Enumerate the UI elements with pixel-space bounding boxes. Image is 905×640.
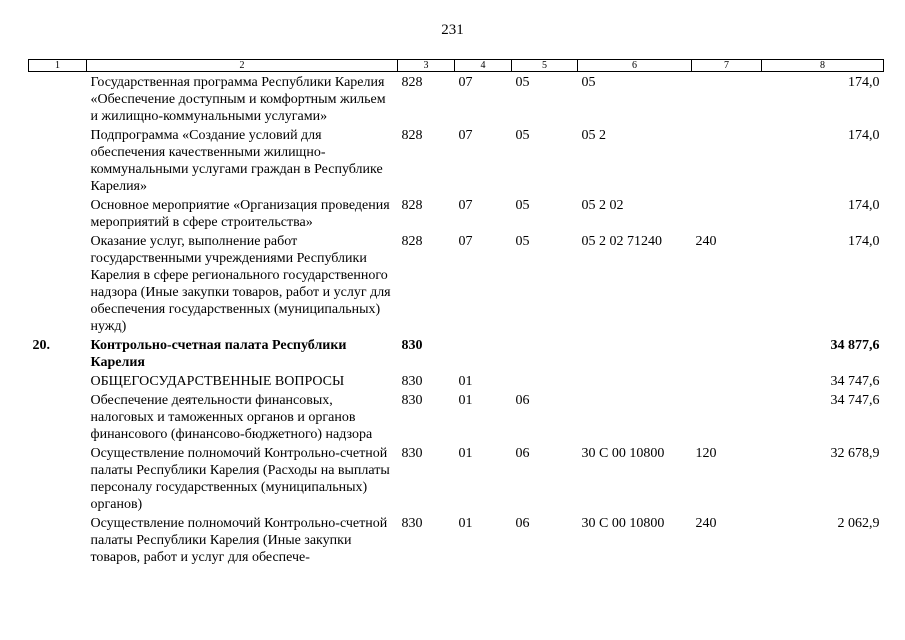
- table-row: [29, 125, 884, 195]
- row-name: Основное мероприятие «Организация проведения мероприятий в сфере строительства»: [90, 198, 390, 230]
- row-number: 20.: [32, 338, 50, 353]
- column-header-3: 3: [398, 60, 455, 72]
- row-expense-type: 120: [695, 446, 717, 461]
- row-subsection: 05: [515, 234, 530, 249]
- row-section: [455, 335, 512, 371]
- table-row: [29, 390, 884, 443]
- row-amount: 34 877,6: [830, 338, 880, 353]
- table-row: [29, 72, 884, 126]
- row-number: [29, 125, 87, 195]
- row-section: 01: [458, 516, 473, 531]
- row-target-article: [578, 335, 692, 371]
- row-amount: 174,0: [848, 198, 880, 213]
- table-row: [29, 335, 884, 371]
- row-amount: 2 062,9: [837, 516, 880, 531]
- table-row: [29, 231, 884, 335]
- row-name: Подпрограмма «Создание условий для обеспечения качественными жилищно-коммунальными услугами граждан в Республике Карелия»: [90, 128, 383, 194]
- row-ministry-code: 828: [401, 198, 423, 213]
- row-target-article: [578, 390, 692, 443]
- row-subsection: 05: [515, 198, 530, 213]
- budget-table: [28, 59, 884, 566]
- row-ministry-code: 830: [401, 446, 423, 461]
- row-number: [29, 513, 87, 566]
- row-number: [29, 371, 87, 390]
- row-subsection: [512, 371, 578, 390]
- row-section: 07: [458, 75, 473, 90]
- row-name: Государственная программа Республики Карелия «Обеспечение доступным и комфортным жильем и жилищно-коммунальными услугами»: [90, 75, 386, 124]
- row-subsection: 06: [515, 393, 530, 408]
- row-target-article: 05 2 02: [581, 198, 624, 213]
- row-amount: 174,0: [848, 128, 880, 143]
- column-header-4: 4: [455, 60, 512, 72]
- row-amount: 32 678,9: [830, 446, 880, 461]
- row-name: ОБЩЕГОСУДАРСТВЕННЫЕ ВОПРОСЫ: [90, 374, 345, 389]
- row-expense-type: [692, 72, 762, 126]
- row-subsection: 06: [515, 446, 530, 461]
- row-name: Осуществление полномочий Контрольно-счетной палаты Республики Карелия (Иные закупки товаров, работ и услуг для обеспече-: [90, 516, 388, 565]
- column-header-8: 8: [762, 60, 884, 72]
- row-section: 07: [458, 234, 473, 249]
- row-section: 01: [458, 374, 473, 389]
- column-header-1: 1: [29, 60, 87, 72]
- row-amount: 174,0: [848, 234, 880, 249]
- row-number: [29, 231, 87, 335]
- row-ministry-code: 830: [401, 393, 423, 408]
- row-number: [29, 443, 87, 513]
- row-ministry-code: 828: [401, 75, 423, 90]
- table-row: [29, 371, 884, 390]
- table-row: [29, 513, 884, 566]
- row-section: 01: [458, 393, 473, 408]
- row-target-article: 05 2 02 71240: [581, 234, 662, 249]
- row-name: Контрольно-счетная палата Республики Карелия: [90, 338, 347, 370]
- row-target-article: 30 С 00 10800: [581, 446, 665, 461]
- row-expense-type: 240: [695, 516, 717, 531]
- column-header-6: 6: [578, 60, 692, 72]
- row-amount: 34 747,6: [830, 374, 880, 389]
- row-subsection: 05: [515, 128, 530, 143]
- column-header-2: 2: [87, 60, 398, 72]
- page-number: 231: [441, 22, 464, 38]
- row-name: Оказание услуг, выполнение работ государственными учреждениями Республики Карелия в сфере регионального государственного надзора (Иные закупки товаров, работ и услуг для обеспечения государственных (муниципальных) нужд): [90, 234, 391, 334]
- row-expense-type: [692, 125, 762, 195]
- row-target-article: 05 2: [581, 128, 606, 143]
- column-number-row: [29, 60, 884, 72]
- row-ministry-code: 828: [401, 234, 423, 249]
- row-target-article: 05: [581, 75, 596, 90]
- row-ministry-code: 830: [401, 374, 423, 389]
- row-expense-type: [692, 371, 762, 390]
- row-expense-type: [692, 195, 762, 231]
- row-subsection: 05: [515, 75, 530, 90]
- column-header-7: 7: [692, 60, 762, 72]
- row-ministry-code: 830: [401, 338, 423, 353]
- table-row: [29, 195, 884, 231]
- table-row: [29, 443, 884, 513]
- row-subsection: [512, 335, 578, 371]
- row-ministry-code: 830: [401, 516, 423, 531]
- row-subsection: 06: [515, 516, 530, 531]
- row-expense-type: [692, 390, 762, 443]
- row-amount: 174,0: [848, 75, 880, 90]
- row-number: [29, 72, 87, 126]
- row-expense-type: 240: [695, 234, 717, 249]
- row-number: [29, 195, 87, 231]
- row-section: 07: [458, 128, 473, 143]
- row-target-article: [578, 371, 692, 390]
- row-expense-type: [692, 335, 762, 371]
- row-name: Обеспечение деятельности финансовых, налоговых и таможенных органов и органов финансового (финансово-бюджетного) надзора: [90, 393, 373, 442]
- row-section: 07: [458, 198, 473, 213]
- row-amount: 34 747,6: [830, 393, 880, 408]
- row-target-article: 30 С 00 10800: [581, 516, 665, 531]
- row-section: 01: [458, 446, 473, 461]
- table-body: [29, 72, 884, 567]
- column-header-5: 5: [512, 60, 578, 72]
- row-ministry-code: 828: [401, 128, 423, 143]
- row-name: Осуществление полномочий Контрольно-счетной палаты Республики Карелия (Расходы на выплаты персоналу государственных (муниципальных) органов): [90, 446, 390, 512]
- row-number: [29, 390, 87, 443]
